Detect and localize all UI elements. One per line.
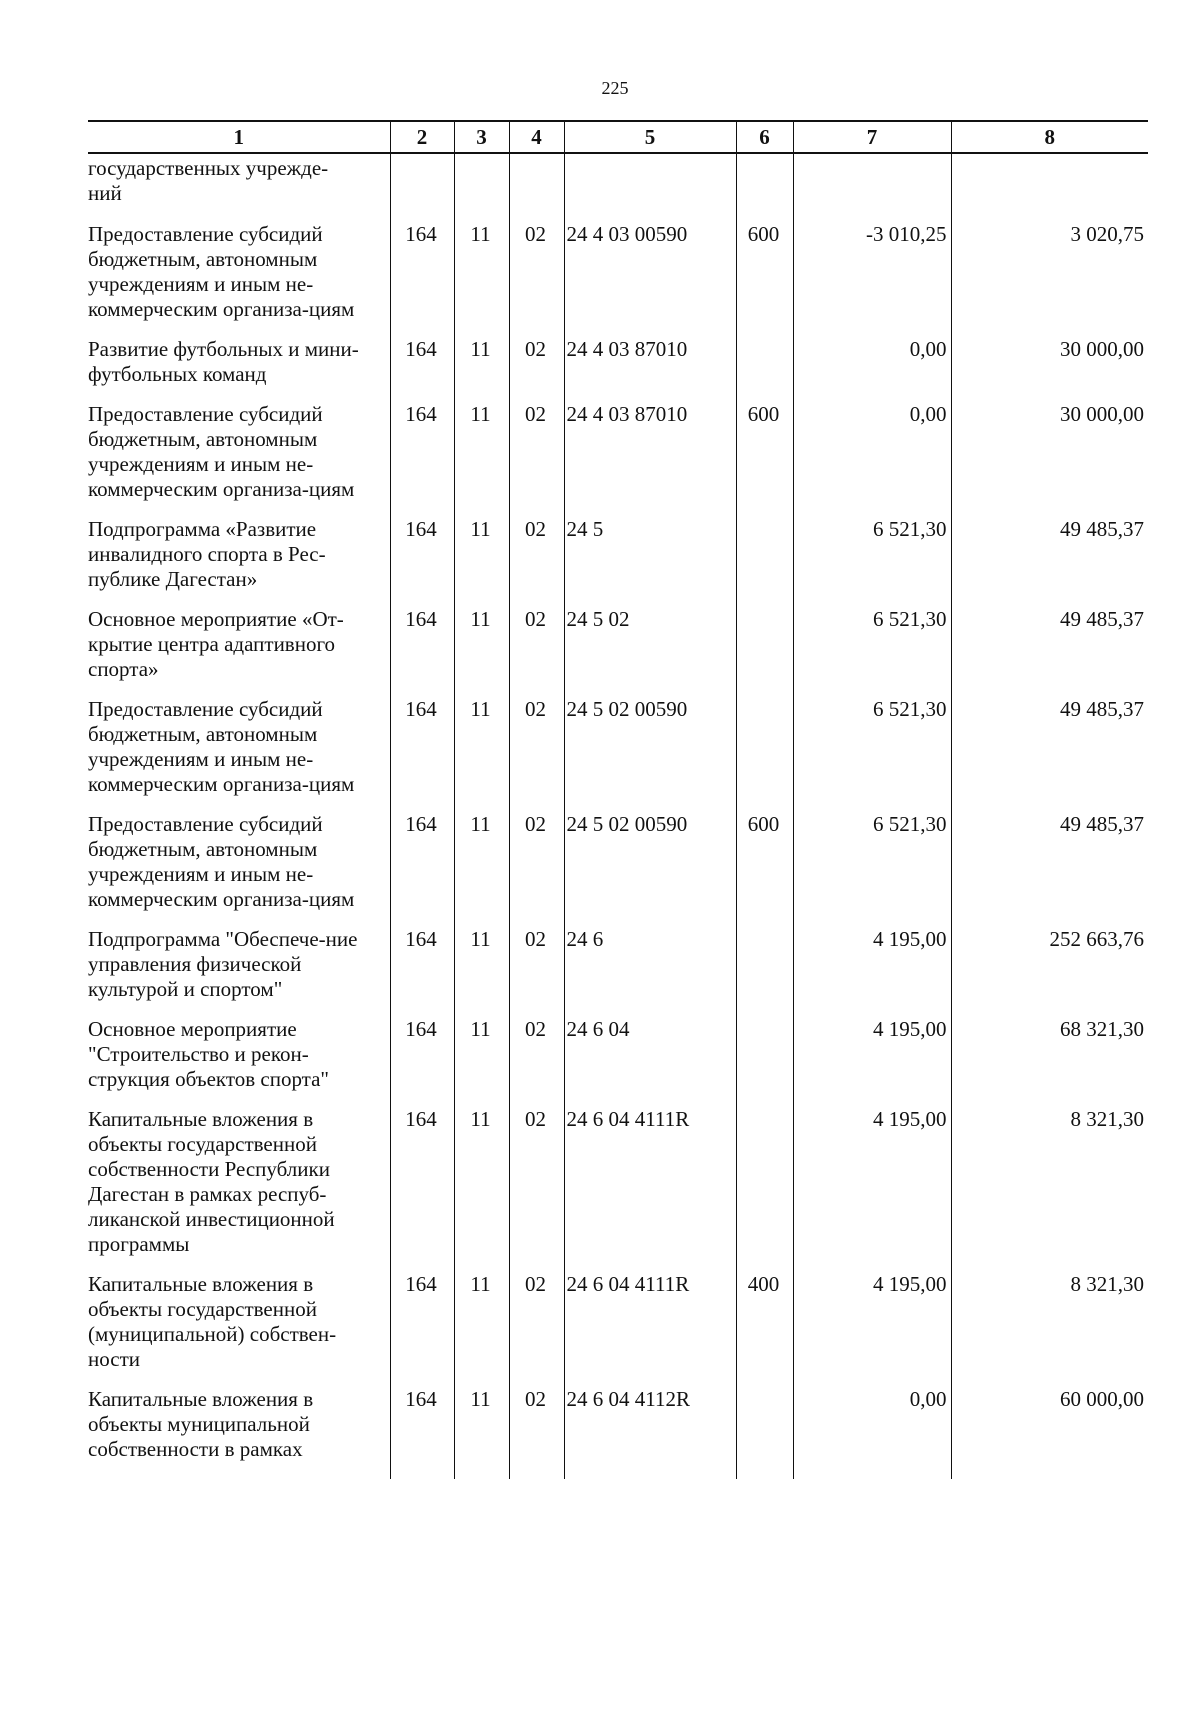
cell-col-6 xyxy=(736,1387,793,1479)
row-name: Капитальные вложения в объекты государственной собственности Республики Дагестан в рамках респуб-ликанской инвестиционной программы xyxy=(88,1107,335,1256)
row-name: Развитие футбольных и мини-футбольных команд xyxy=(88,337,359,386)
page-number: 225 xyxy=(601,78,629,98)
table-row xyxy=(88,337,1148,402)
cell-col-7: 4 195,00 xyxy=(793,1017,951,1107)
cell-col-3: 11 xyxy=(454,812,509,927)
table-row xyxy=(88,927,1148,1017)
cell-col-4: 02 xyxy=(509,927,564,1017)
cell-col-7: 4 195,00 xyxy=(793,927,951,1017)
cell-col-4: 02 xyxy=(509,222,564,337)
cell-col-6 xyxy=(736,607,793,697)
row-name: Предоставление субсидий бюджетным, автономным учреждениям и иным не-коммерческим организа-циям xyxy=(88,222,355,321)
cell-col-4: 02 xyxy=(509,607,564,697)
table-row xyxy=(88,1107,1148,1272)
cell-col-3 xyxy=(454,153,509,222)
cell-col-8: 8 321,30 xyxy=(951,1107,1148,1272)
cell-col-6 xyxy=(736,697,793,812)
cell-col-4: 02 xyxy=(509,517,564,607)
header-col-1: 1 xyxy=(88,121,390,153)
table-row xyxy=(88,222,1148,337)
cell-col-2: 164 xyxy=(390,337,454,402)
cell-col-7 xyxy=(793,153,951,222)
cell-col-6 xyxy=(736,1107,793,1272)
cell-col-3: 11 xyxy=(454,222,509,337)
header-col-6: 6 xyxy=(736,121,793,153)
cell-col-5: 24 4 03 87010 xyxy=(564,337,736,402)
table-row xyxy=(88,1017,1148,1107)
cell-col-3: 11 xyxy=(454,927,509,1017)
cell-col-6 xyxy=(736,517,793,607)
row-name xyxy=(88,153,390,222)
cell-col-7: 4 195,00 xyxy=(793,1107,951,1272)
cell-col-3: 11 xyxy=(454,1272,509,1387)
cell-col-5: 24 4 03 87010 xyxy=(564,402,736,517)
cell-col-8 xyxy=(951,153,1148,222)
row-name: Основное мероприятие «От-крытие центра адаптивного спорта» xyxy=(88,607,344,681)
cell-col-6: 600 xyxy=(736,812,793,927)
cell-col-6 xyxy=(736,153,793,222)
cell-col-2: 164 xyxy=(390,1387,454,1479)
cell-col-8: 252 663,76 xyxy=(951,927,1148,1017)
cell-col-2: 164 xyxy=(390,1017,454,1107)
cell-col-7: 0,00 xyxy=(793,1387,951,1479)
table-row xyxy=(88,697,1148,812)
row-name-text: государственных учрежде- ний xyxy=(88,156,329,205)
cell-col-2 xyxy=(390,153,454,222)
table-header xyxy=(88,121,1148,153)
header-col-3: 3 xyxy=(454,121,509,153)
cell-col-6: 600 xyxy=(736,402,793,517)
row-name: Подпрограмма «Развитие инвалидного спорта в Рес-публике Дагестан» xyxy=(88,517,326,591)
cell-col-2: 164 xyxy=(390,1107,454,1272)
cell-col-7: 6 521,30 xyxy=(793,812,951,927)
cell-col-5: 24 5 02 00590 xyxy=(564,812,736,927)
table-row xyxy=(88,1272,1148,1387)
cell-col-5 xyxy=(564,153,736,222)
row-name: Предоставление субсидий бюджетным, автономным учреждениям и иным не-коммерческим организа-циям xyxy=(88,812,355,911)
header-col-2: 2 xyxy=(390,121,454,153)
cell-col-5: 24 6 04 4111R xyxy=(564,1107,736,1272)
cell-col-4: 02 xyxy=(509,697,564,812)
table-row xyxy=(88,153,1148,222)
cell-col-2: 164 xyxy=(390,607,454,697)
cell-col-3: 11 xyxy=(454,697,509,812)
cell-col-2: 164 xyxy=(390,402,454,517)
cell-col-8: 49 485,37 xyxy=(951,517,1148,607)
cell-col-4: 02 xyxy=(509,337,564,402)
cell-col-6 xyxy=(736,1017,793,1107)
header-row xyxy=(88,121,1148,153)
cell-col-5: 24 5 xyxy=(564,517,736,607)
cell-col-8: 68 321,30 xyxy=(951,1017,1148,1107)
cell-col-3: 11 xyxy=(454,517,509,607)
table-row xyxy=(88,607,1148,697)
cell-col-4: 02 xyxy=(509,402,564,517)
header-col-7: 7 xyxy=(793,121,951,153)
cell-col-3: 11 xyxy=(454,402,509,517)
cell-col-2: 164 xyxy=(390,517,454,607)
cell-col-8: 49 485,37 xyxy=(951,607,1148,697)
cell-col-8: 8 321,30 xyxy=(951,1272,1148,1387)
cell-col-7: -3 010,25 xyxy=(793,222,951,337)
row-name: Основное мероприятие "Строительство и рекон-струкция объектов спорта" xyxy=(88,1017,330,1091)
header-col-5: 5 xyxy=(564,121,736,153)
cell-col-5: 24 6 04 xyxy=(564,1017,736,1107)
cell-col-6: 400 xyxy=(736,1272,793,1387)
cell-col-6 xyxy=(736,337,793,402)
cell-col-2: 164 xyxy=(390,1272,454,1387)
table-row xyxy=(88,1387,1148,1479)
cell-col-7: 6 521,30 xyxy=(793,697,951,812)
cell-col-5: 24 6 xyxy=(564,927,736,1017)
cell-col-3: 11 xyxy=(454,1107,509,1272)
table-row xyxy=(88,402,1148,517)
row-name: Капитальные вложения в объекты муниципальной собственности в рамках xyxy=(88,1387,314,1461)
cell-col-4: 02 xyxy=(509,1107,564,1272)
row-name: Подпрограмма "Обеспече-ние управления физической культурой и спортом" xyxy=(88,927,358,1001)
header-col-4: 4 xyxy=(509,121,564,153)
cell-col-4: 02 xyxy=(509,1387,564,1479)
cell-col-5: 24 5 02 xyxy=(564,607,736,697)
cell-col-5: 24 6 04 4111R xyxy=(564,1272,736,1387)
cell-col-8: 49 485,37 xyxy=(951,812,1148,927)
row-name: Предоставление субсидий бюджетным, автономным учреждениям и иным не-коммерческим организа-циям xyxy=(88,697,355,796)
cell-col-4: 02 xyxy=(509,1017,564,1107)
cell-col-6: 600 xyxy=(736,222,793,337)
header-col-8: 8 xyxy=(951,121,1148,153)
cell-col-8: 30 000,00 xyxy=(951,402,1148,517)
table-row xyxy=(88,517,1148,607)
cell-col-3: 11 xyxy=(454,1387,509,1479)
cell-col-2: 164 xyxy=(390,697,454,812)
cell-col-7: 4 195,00 xyxy=(793,1272,951,1387)
cell-col-5: 24 4 03 00590 xyxy=(564,222,736,337)
cell-col-8: 60 000,00 xyxy=(951,1387,1148,1479)
cell-col-3: 11 xyxy=(454,607,509,697)
cell-col-8: 49 485,37 xyxy=(951,697,1148,812)
cell-col-8: 30 000,00 xyxy=(951,337,1148,402)
row-name: Предоставление субсидий бюджетным, автономным учреждениям и иным не-коммерческим организа-циям xyxy=(88,402,355,501)
cell-col-7: 0,00 xyxy=(793,402,951,517)
cell-col-2: 164 xyxy=(390,927,454,1017)
cell-col-2: 164 xyxy=(390,812,454,927)
cell-col-6 xyxy=(736,927,793,1017)
cell-col-2: 164 xyxy=(390,222,454,337)
row-name: Капитальные вложения в объекты государственной (муниципальной) собствен-ности xyxy=(88,1272,337,1371)
table-body xyxy=(88,153,1148,1479)
cell-col-4: 02 xyxy=(509,1272,564,1387)
cell-col-3: 11 xyxy=(454,337,509,402)
cell-col-7: 6 521,30 xyxy=(793,607,951,697)
cell-col-4 xyxy=(509,153,564,222)
budget-table xyxy=(88,120,1148,1479)
table-row xyxy=(88,812,1148,927)
cell-col-3: 11 xyxy=(454,1017,509,1107)
cell-col-8: 3 020,75 xyxy=(951,222,1148,337)
cell-col-7: 0,00 xyxy=(793,337,951,402)
cell-col-5: 24 6 04 4112R xyxy=(564,1387,736,1479)
cell-col-4: 02 xyxy=(509,812,564,927)
cell-col-7: 6 521,30 xyxy=(793,517,951,607)
cell-col-5: 24 5 02 00590 xyxy=(564,697,736,812)
